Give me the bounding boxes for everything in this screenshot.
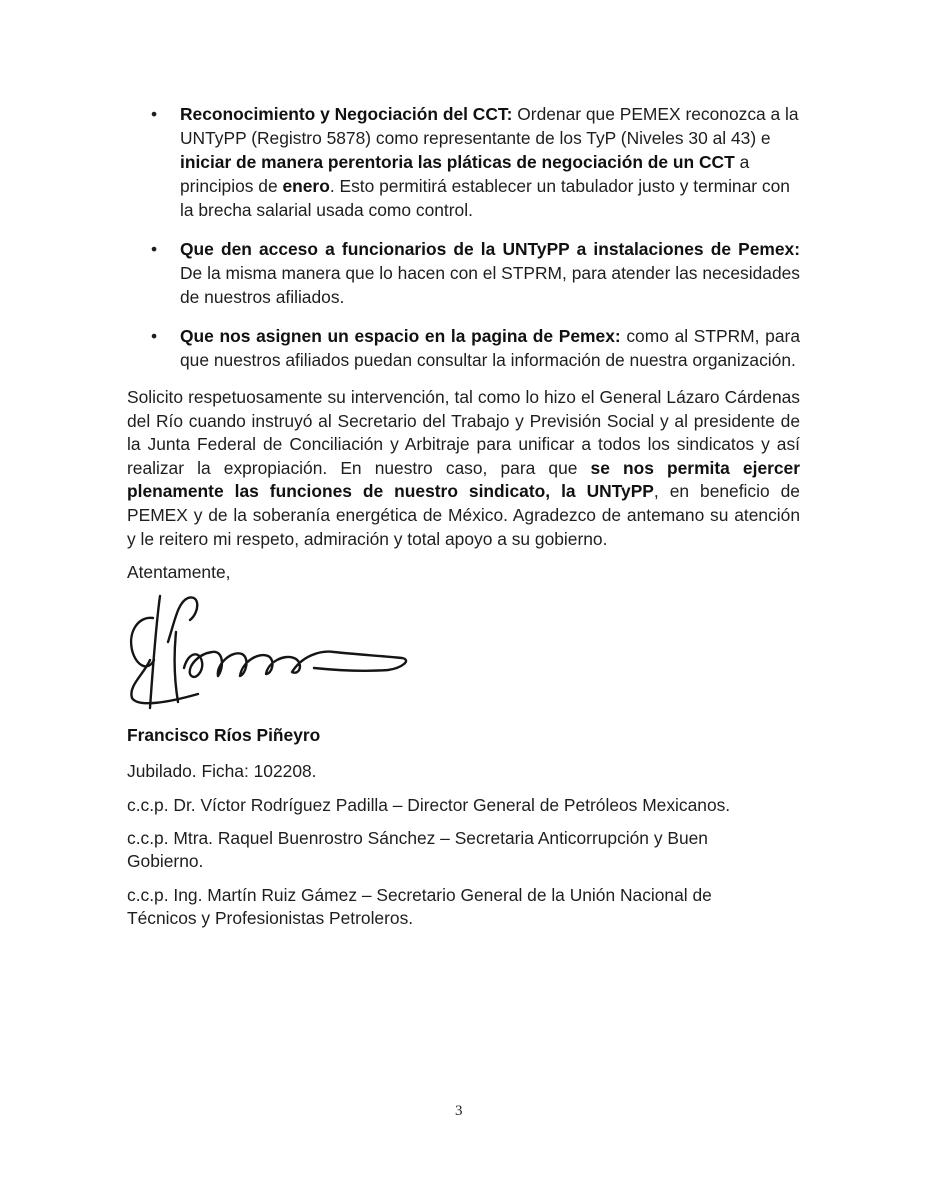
cc-line: c.c.p. Dr. Víctor Rodríguez Padilla – Director General de Petróleos Mexicanos. [127,795,731,815]
request-text: Reconocimiento y Negociación del CCT: Ordenar que PEMEX reconozca a la UNTyPP (Registro 5878) como representante de los TyP (Niveles 30 al 43) e iniciar de manera perentoria las pláticas de negociación de un CCT a principios de enero. Esto permitirá establecer un tabulador justo y terminar con la brecha salarial usada como control. [180,104,799,220]
bullet-icon: • [151,239,158,259]
request-item [120,102,800,222]
bullet-icon: • [151,326,158,346]
cc-line: c.c.p. Ing. Martín Ruiz Gámez – Secretario General de la Unión Nacional de Técnicos y Profesionistas Petroleros. [127,885,712,928]
request-text: Que nos asignen un espacio en la pagina de Pemex: como al STPRM, para que nuestros afiliados puedan consultar la información de nuestra organización. [180,326,800,370]
body-paragraph: Solicito respetuosamente su intervención, tal como lo hizo el General Lázaro Cárdenas del Río cuando instruyó al Secretario del Trabajo y Previsión Social y al presidente de la Junta Federal de Conciliación y Arbitraje para unificar a todos los sindicatos y así realizar la expropiación. En nuestro caso, para que se nos permita ejercer plenamente las funciones de nuestro sindicato, la UNTyPP, en beneficio de PEMEX y de la soberanía energética de México. Agradezco de antemano su atención y le reitero mi respeto, admiración y total apoyo a su gobierno. [127,387,800,549]
request-text: Que den acceso a funcionarios de la UNTyPP a instalaciones de Pemex: De la misma manera que lo hacen con el STPRM, para atender las necesidades de nuestros afiliados. [180,239,800,307]
signature [120,590,410,710]
request-item [120,237,800,309]
request-list [120,102,800,387]
page-number: 3 [455,1103,463,1119]
bullet-icon: • [151,104,158,124]
request-item [120,324,800,372]
signer-name: Francisco Ríos Piñeyro [127,725,321,745]
closing: Atentamente, [127,562,231,582]
signer-detail: Jubilado. Ficha: 102208. [127,761,317,781]
cc-line: c.c.p. Mtra. Raquel Buenrostro Sánchez – Secretaria Anticorrupción y Buen Gobierno. [127,828,708,871]
